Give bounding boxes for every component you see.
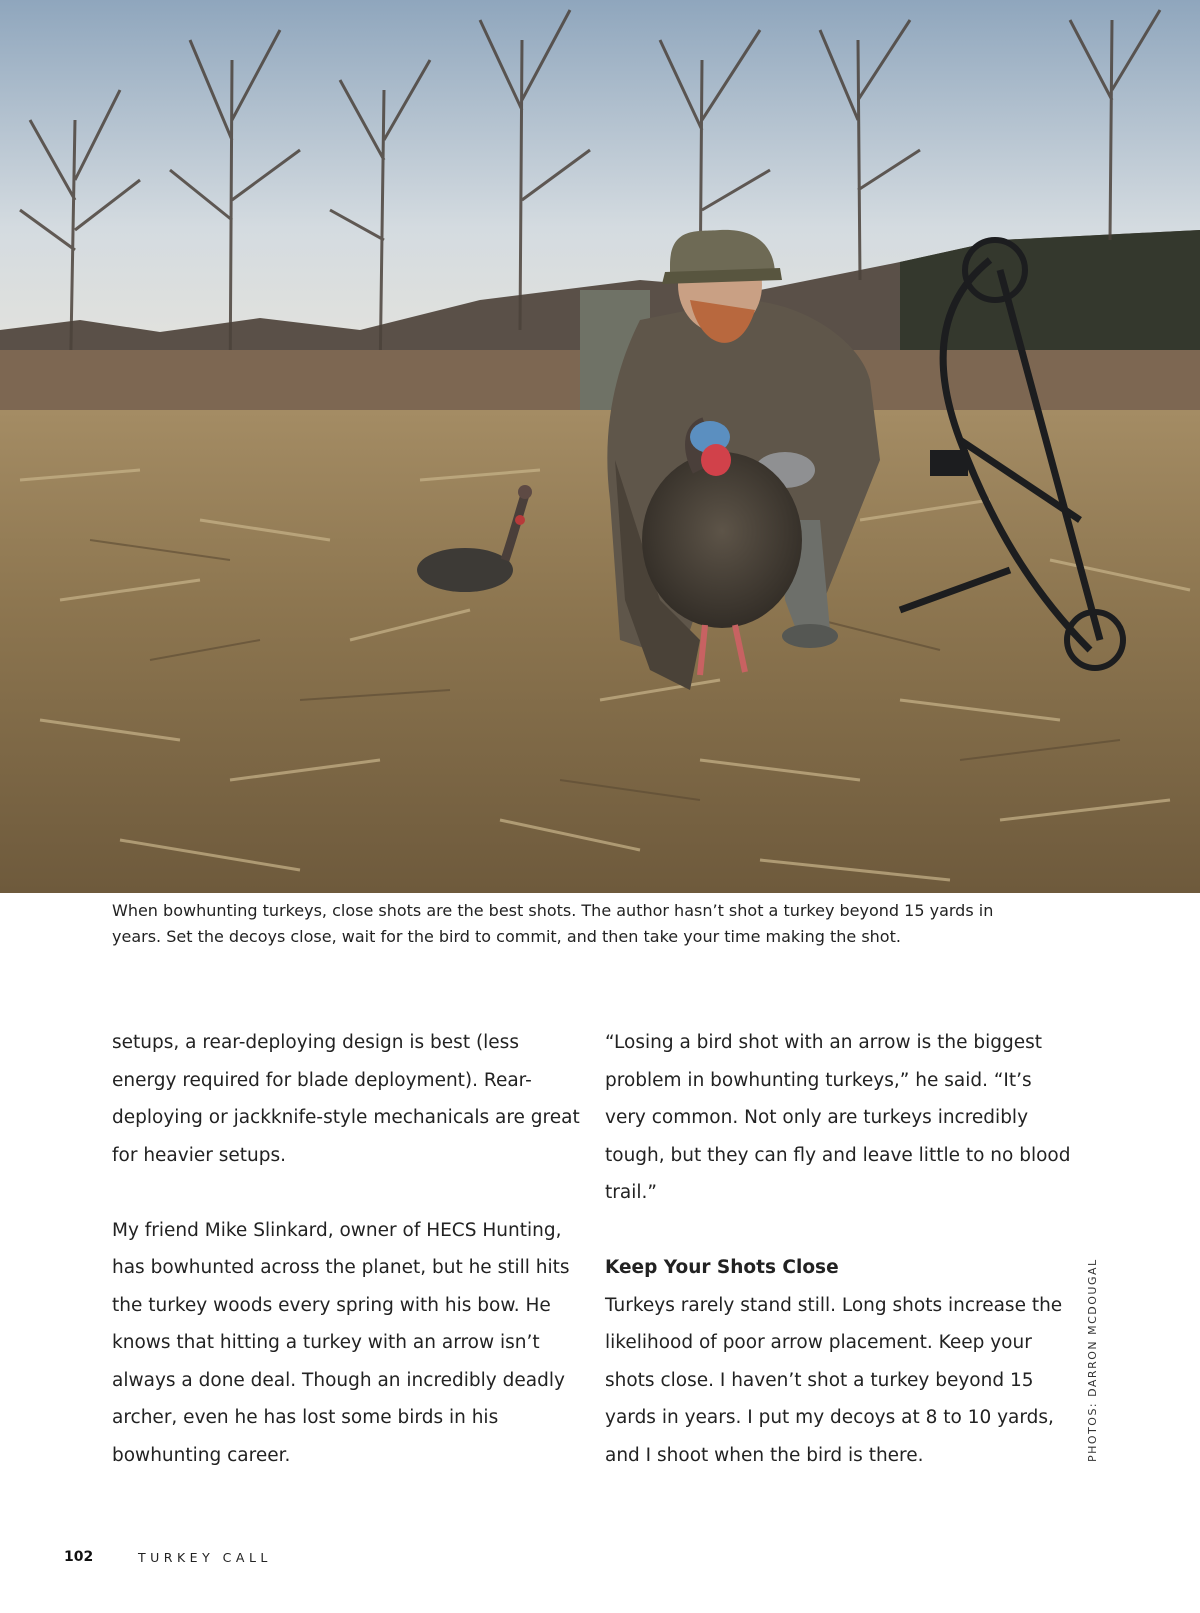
body-paragraph: Turkeys rarely stand still. Long shots increase the likelihood of poor arrow placement. Keep your shots close. I haven’t shot a turkey beyond 15 yards in years. I put my decoys at 8 to 10 yards, and I shoot when the bird is there. xyxy=(605,1294,1063,1466)
body-paragraph: My friend Mike Slinkard, owner of HECS Hunting, has bowhunted across the planet, but he still hits the turkey woods every spring with his bow. He knows that hitting a turkey with an arrow isn’t always a done deal. Though an incredibly deadly archer, even he has lost some birds in his bowhunting career. xyxy=(112,1219,570,1466)
photo-credit: PHOTOS: DARRON MCDOUGAL xyxy=(1086,1258,1099,1462)
page-number: 102 xyxy=(64,1549,94,1565)
body-paragraph: “Losing a bird shot with an arrow is the biggest problem in bowhunting turkeys,” he said. “It’s very common. Not only are turkeys incredibly tough, but they can fly and leave little to no blood trail.” xyxy=(605,1032,1071,1203)
article-column-left xyxy=(112,1024,582,1474)
body-paragraph: setups, a rear-deploying design is best (less energy required for blade deployment). Rear-deploying or jackknife-style mechanicals are great for heavier setups. xyxy=(112,1032,580,1166)
section-subhead: Keep Your Shots Close xyxy=(605,1257,839,1278)
publication-name: TURKEY CALL xyxy=(138,1550,272,1565)
photo-caption: When bowhunting turkeys, close shots are the best shots. The author hasn’t shot a turkey beyond 15 yards in years. Set the decoys close, wait for the bird to commit, and then take your time making the shot. xyxy=(112,901,994,946)
article-column-right xyxy=(605,1024,1075,1474)
